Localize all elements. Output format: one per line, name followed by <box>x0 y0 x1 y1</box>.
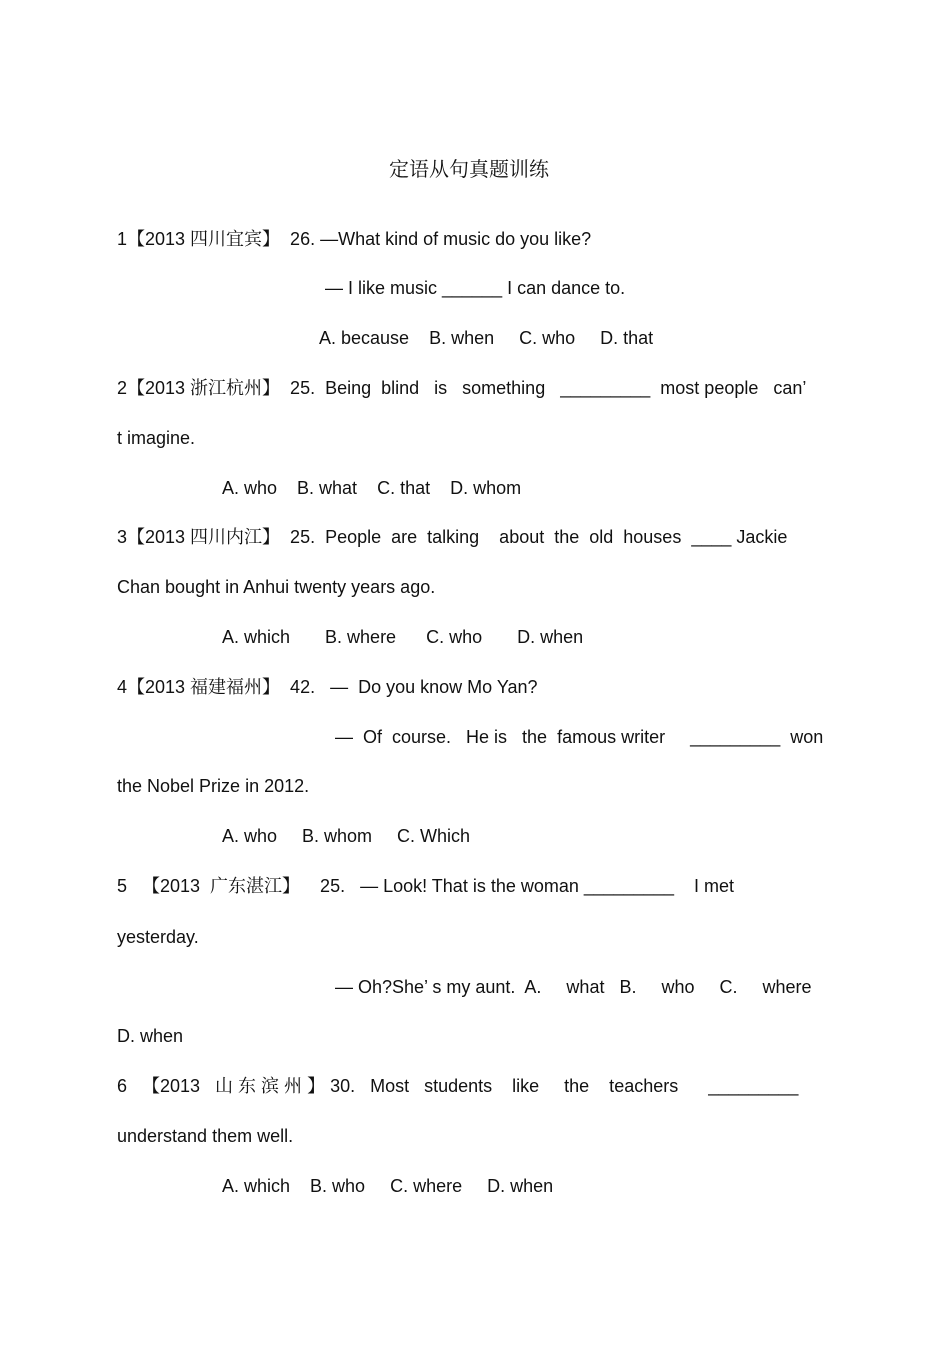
question-6-options: A. which B. who C. where D. when <box>222 1176 554 1196</box>
question-3-line-1: 3【2013 四川内江】 25. People are talking about the old houses ____ Jackie <box>117 527 788 547</box>
question-1-line-1: 1【2013 四川宜宾】 26. —What kind of music do you like? <box>117 229 592 249</box>
question-2-options: A. who B. what C. that D. whom <box>222 478 522 498</box>
question-2-line-1: 2【2013 浙江杭州】 25. Being blind is something _________ most people can’ <box>117 378 807 398</box>
question-6-line-1: 6 【2013 山 东 滨 州 】 30. Most students like the teachers _________ <box>117 1076 799 1096</box>
question-3-options: A. which B. where C. who D. when <box>222 627 584 647</box>
question-2-line-2: t imagine. <box>117 428 196 448</box>
question-1-reply: — I like music ______ I can dance to. <box>325 278 626 298</box>
question-4-line-1: 4【2013 福建福州】 42. — Do you know Mo Yan? <box>117 677 538 697</box>
question-5-reply-cont: D. when <box>117 1026 184 1046</box>
question-4-reply: — Of course. He is the famous writer _________ won <box>335 727 824 747</box>
question-3-line-2: Chan bought in Anhui twenty years ago. <box>117 577 436 597</box>
question-4-options: A. who B. whom C. Which <box>222 826 471 846</box>
question-1-options: A. because B. when C. who D. that <box>319 328 654 348</box>
page-title: 定语从句真题训练 <box>389 157 549 181</box>
question-5-line-2: yesterday. <box>117 927 199 947</box>
question-6-line-2: understand them well. <box>117 1126 294 1146</box>
question-4-reply-cont: the Nobel Prize in 2012. <box>117 776 310 796</box>
question-5-reply: — Oh?She’ s my aunt. A. what B. who C. where <box>335 977 812 997</box>
question-5-line-1: 5 【2013 广东湛江】 25. — Look! That is the woman _________ I met <box>117 876 734 896</box>
